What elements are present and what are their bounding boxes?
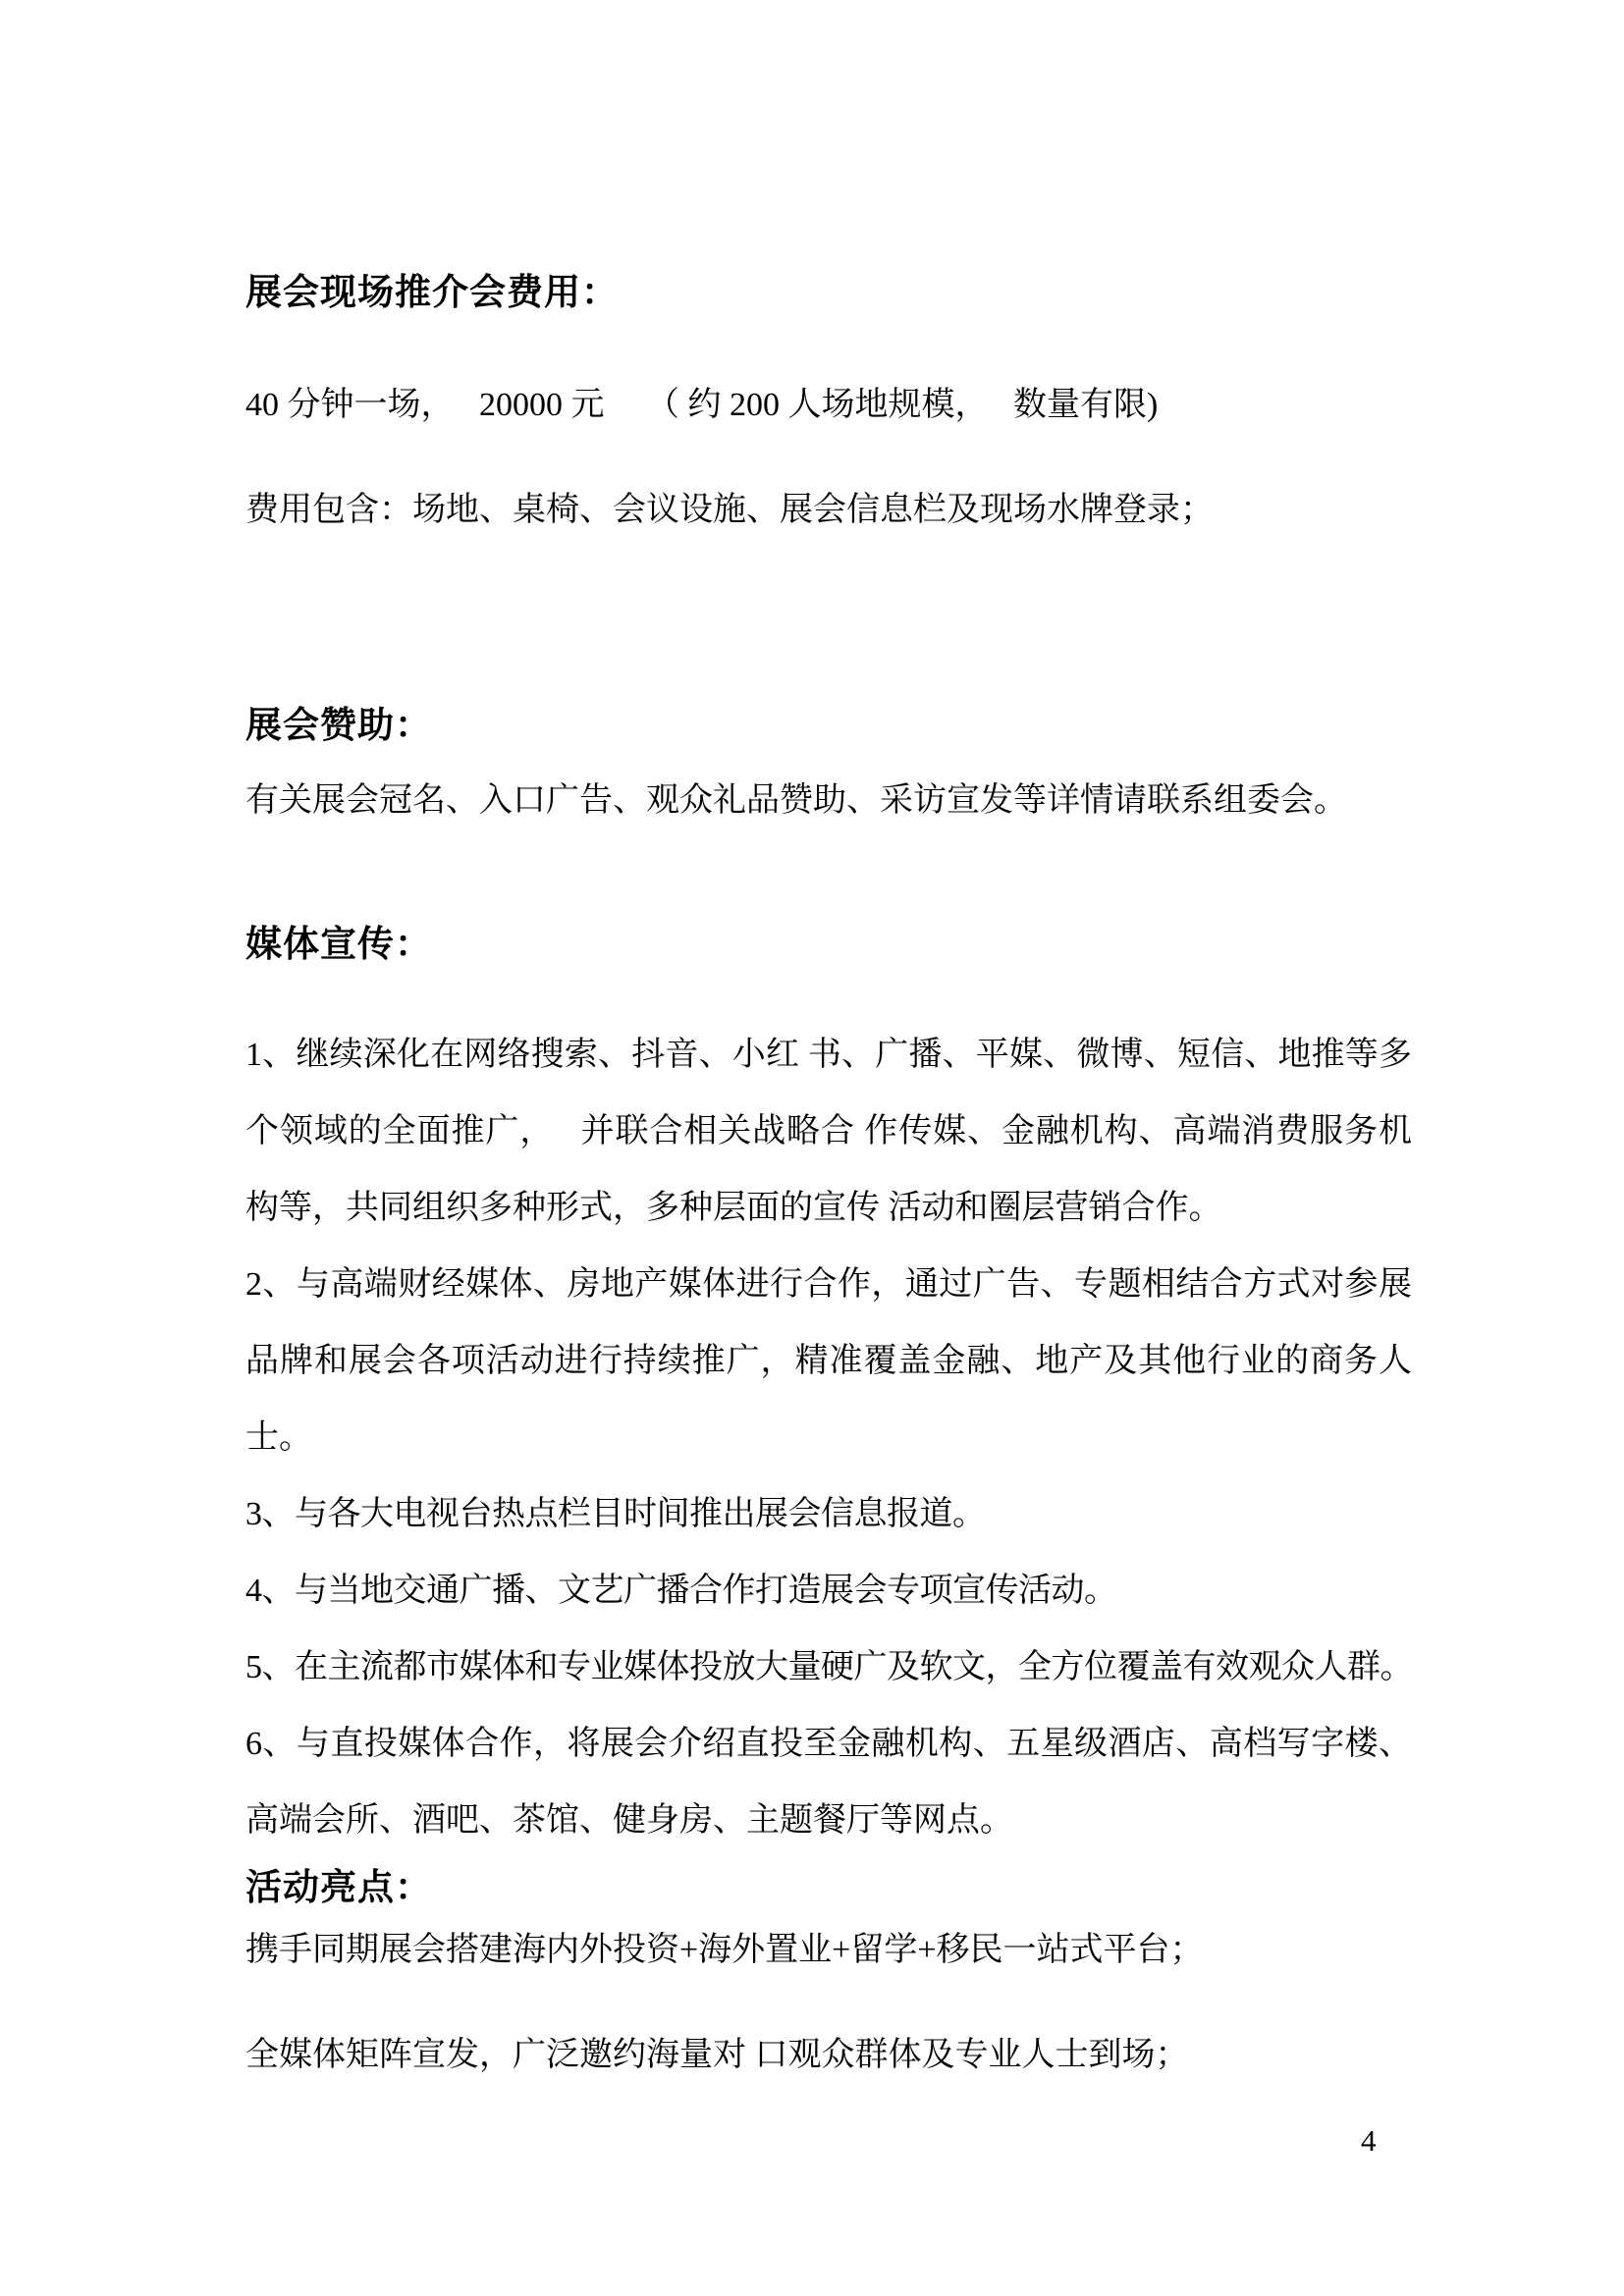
promo-fee-includes-line: 费用包含：场地、桌椅、会议设施、展会信息栏及现场水牌登录；: [245, 492, 1214, 528]
section-heading-promo-fee: 展会现场推介会费用：: [245, 273, 619, 313]
media-item-2: 2、与高端财经媒体、房地产媒体进行合作，通过广告、专题相结合方式对参展品牌和展会各项活动进行持续推广，精准覆盖金融、地产及其他行业的商务人士。: [245, 1266, 1412, 1456]
section-heading-media: 媒体宣传：: [245, 925, 432, 965]
media-item-6: 6、与直投媒体合作，将展会介绍直投至金融机构、五星级酒店、高档写字楼、高端会所、酒吧、茶馆、健身房、主题餐厅等网点。: [245, 1726, 1412, 1839]
section-heading-sponsorship: 展会赞助：: [245, 706, 432, 746]
highlight-line-2: 全媒体矩阵宣发，广泛邀约海量对 口观众群体及专业人士到场；: [245, 2037, 1189, 2073]
media-item-5: 5、在主流都市媒体和专业媒体投放大量硬广及软文，全方位覆盖有效观众人群。: [245, 1649, 1413, 1685]
media-item-3: 3、与各大电视台热点栏目时间推出展会信息报道。: [245, 1496, 986, 1532]
media-items-list: [245, 1017, 1412, 1859]
highlight-line-1: 携手同期展会搭建海内外投资+海外置业+留学+移民一站式平台；: [245, 1932, 1204, 1968]
media-item-4: 4、与当地交通广播、文艺广播合作打造展会专项宣传活动。: [245, 1573, 1117, 1609]
media-item-1: 1、继续深化在网络搜索、抖音、小红 书、广播、平媒、微博、短信、地推等多个领域的全面推广， 并联合相关战略合 作传媒、金融机构、高端消费服务机构等，共同组织多种形式，多种层面的宣传 活动和圈层营销合作。: [245, 1037, 1412, 1226]
page-number: 4: [1361, 2123, 1377, 2158]
sponsorship-body-line: 有关展会冠名、入口广告、观众礼品赞助、采访宣发等详情请联系组委会。: [245, 782, 1347, 819]
promo-fee-pricing-line: 40 分钟一场， 20000 元 （ 约 200 人场地规模， 数量有限): [245, 387, 1159, 423]
section-heading-highlights: 活动亮点：: [245, 1868, 432, 1908]
